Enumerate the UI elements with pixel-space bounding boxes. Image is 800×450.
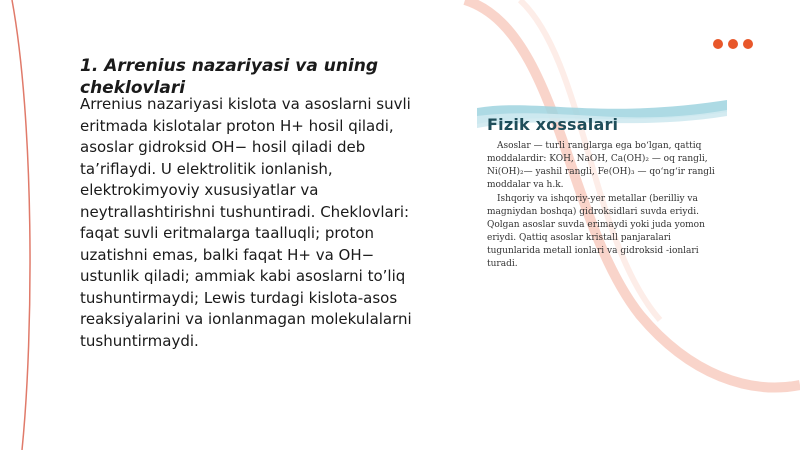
excerpt-paragraph: Ishqoriy va ishqoriy-yer metallar (berilliy va magniydan boshqa) gidroksidlari suvda eriydi. Qolgan asoslar suvda erimaydi yoki juda yomon eriydi. Qattiq asoslar kristall panjaralari tugunlarida metall ionlari va gidroksid -ionlari turadi. — [487, 194, 705, 269]
textbook-excerpt-image — [477, 98, 727, 283]
accent-dots — [713, 39, 753, 49]
slide-body-text: Arrenius nazariyasi kislota va asoslarni suvli eritmada kislotalar proton H+ hosil qiladi, asoslar gidroksid OH− hosil qiladi deb ta’riflaydi. U elektrolitik ionlanish, elektrokimyoviy xususiyatlar va neytrallashtirishni tushuntiradi. Cheklovlari: faqat suvli eritmalarga taalluqli; proton uzatishni emas, balki faqat H+ va OH− ustunlik qiladi; ammiak kabi asoslarni to’liq tushuntirmaydi; Lewis turdagi kislota-asos reaksiyalarini va ionlanmagan molekulalarni tushuntirmaydi. — [80, 95, 412, 350]
left-edge-curve — [12, 0, 30, 450]
accent-dot — [743, 39, 753, 49]
excerpt-heading: Fizik xossalari — [487, 115, 619, 134]
accent-dot — [728, 39, 738, 49]
excerpt-body — [487, 140, 715, 272]
accent-dot — [713, 39, 723, 49]
excerpt-paragraph: Asoslar — turli ranglarga ega bo‘lgan, qattiq moddalardir: KOH, NaOH, Ca(OH)₂ — oq rangli, Ni(OH)₂— yashil rangli, Fe(OH)₃ — qo‘ng‘ir rangli moddalar va h.k. — [487, 141, 715, 190]
slide-title: 1. Arrenius nazariyasi va uning cheklovlari — [80, 56, 379, 98]
